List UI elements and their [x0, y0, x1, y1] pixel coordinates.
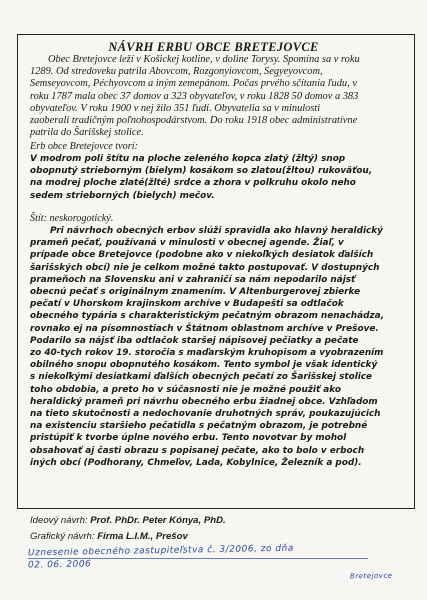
graphic-credit [30, 531, 188, 542]
body-line: zo 40-tych rokov 19. storočia s maďarským kruhopisom a vyobrazením [30, 348, 384, 359]
graphic-author: Firma L.I.M., Prešov [97, 531, 188, 542]
blazon-paragraph [30, 153, 406, 202]
body-line: rovnako ej na písomnostiach v Štátnom oblastnom archíve v Prešove. [30, 323, 379, 334]
handwritten-date: 02. 06. 2006 [27, 559, 92, 571]
body-line: na existenciu staršieho pečatidla s pečatným obrazom, je potrebné [30, 421, 368, 432]
graphic-label: Grafický návrh: [30, 531, 95, 542]
body-line: s niekoľkými desiatkami ďalších obecných pečatí zo Šarišskej stolice [30, 372, 373, 383]
body-line: na tieto skutočnosti a nedochovanie druhotných správ, poukazujúcich [30, 409, 381, 420]
body-line: obsahovať aj časti obrazu s popisanej pečate, ako to bolo v erboch [30, 445, 365, 456]
idea-author: Prof. PhDr. Peter Kónya, PhD. [90, 515, 226, 526]
body-line: šarišských obcí) nie je celkom možné takto postupovať. V dostupných [30, 262, 380, 273]
blazon-heading: Erb obce Bretejovce tvorí: [30, 141, 138, 152]
blazon-line: V modrom poli štítu na ploche zeleného kopca zlatý (žltý) snop [30, 154, 346, 164]
shield-style-label: Štít: neskorogotický. [30, 213, 114, 224]
body-line: toho obdobia, a preto ho v súčasnosti nie je možné použiť ako [30, 384, 341, 395]
blazon-line: na modrej ploche zlaté(žlté) srdce a zhora v polkruhu okolo neho [30, 178, 356, 189]
body-line: pečatí v Uhorskom krajinskom archíve v Budapešti sa odtlačok [30, 299, 344, 310]
intro-line: zaoberali tradičným poľnohospodárstvom. Do roku 1918 obec administratívne [30, 115, 358, 127]
intro-line: Obec Bretejovce leží v Košickej kotline, v doline Torysy. Spomína sa v roku [48, 54, 360, 65]
blazon-line: sedem strieborných (bielych) mečov. [30, 190, 215, 201]
body-line: iných obcí (Podhorany, Chmeľov, Lada, Kobylnice, Železník a pod). [30, 457, 362, 468]
document-title: NÁVRH ERBU OBCE BRETEJOVCE [108, 40, 319, 54]
intro-line: 1289. Od stredoveku patrila Abovcom, Rozgonyiovcom, Segyeyovcom, [30, 66, 323, 78]
idea-credit [30, 515, 226, 526]
body-line: obecného typária s charakteristickým pečatným obrazom nenachádza, [30, 311, 384, 322]
body-line: Pri návrhoch obecných erbov slúži spravidla ako hlavný heraldický [50, 226, 383, 236]
body-line: heraldický prameň pri návrhu obecného erbu žiadnej obce. Vzhľadom [30, 396, 378, 407]
intro-paragraph [30, 54, 400, 139]
body-line: obecnú pečať s originálnym znamením. V Altenburgerovej zbierke [30, 287, 361, 298]
blazon-line: obopnutý strieborným (bielym) kosákom so zlatou(žltou) rukoväťou, [30, 166, 373, 177]
intro-line: patrila do Šarišskej stolice. [30, 127, 144, 139]
body-line: pristúpiť k tvorbe úplne nového erbu. Tento novotvar by mohol [30, 433, 347, 444]
body-line: obilného snopu obopnutého kosákom. Tento symbol je však identický [30, 360, 378, 371]
body-paragraph [30, 225, 406, 469]
body-line: prameň pečať, používaná v minulosti v obecnej agende. Žiaľ, v [30, 238, 344, 249]
intro-line: roku 1787 mala obec 37 domov a 323 obyvateľov, v roku 1828 50 domov a 383 [30, 90, 359, 102]
intro-line: Semseyovcom, Péchyovcom a iným zemepánom. Počas prvého sčítania ľudu, v [30, 78, 357, 90]
intro-line: obyvateľov. V roku 1900 v nej žilo 351 ľudí. Obyvatelia sa v minulosti [30, 102, 321, 114]
handwritten-resolution-note: Uznesenie obecného zastupiteľstva č. 3/2006, zo dňa [27, 543, 294, 559]
signature-caption: Bretejovce [349, 571, 393, 581]
idea-label: Ideový návrh: [30, 515, 88, 526]
body-line: prameňoch na Slovensku ani v zahraničí sa nám nepodarilo nájsť [30, 274, 356, 285]
body-line: Podarilo sa nájsť iba odtlačok staršej nápisovej pečiatky a pečate [30, 335, 359, 346]
body-line: prípade obce Bretejovce (podobne ako v niekoľkých desiatok ďalších [30, 250, 374, 261]
